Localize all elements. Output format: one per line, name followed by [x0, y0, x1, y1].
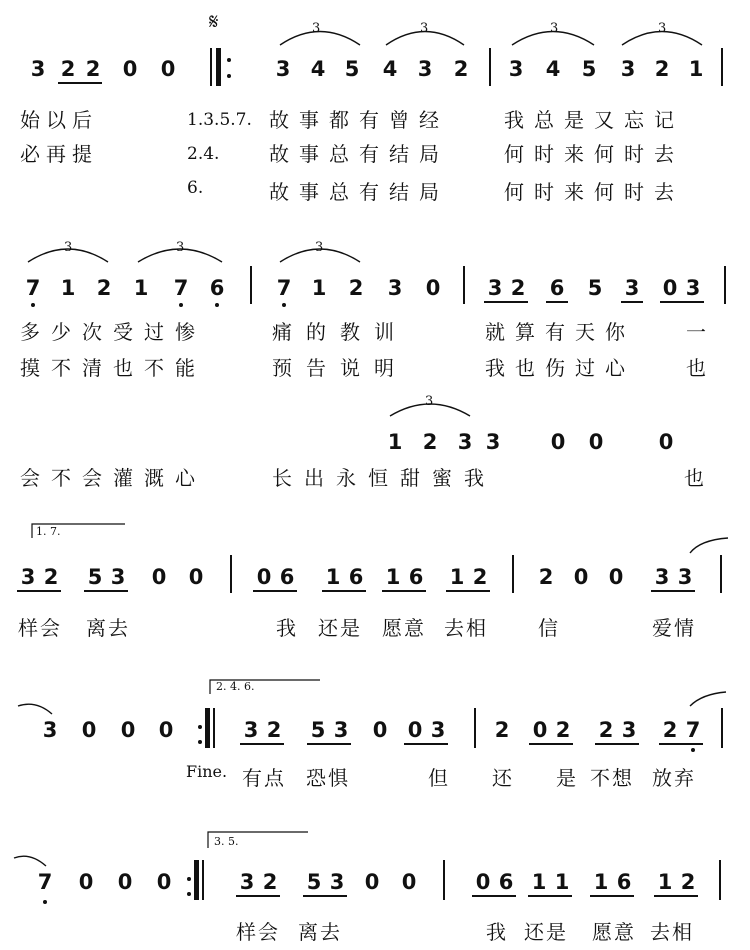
triplet-slur	[390, 404, 470, 416]
triplet-mark: 3	[312, 21, 321, 36]
lyric: 预告说明	[272, 356, 408, 380]
note: 0	[81, 718, 97, 742]
verse-marker: 2.4.	[187, 144, 220, 164]
note: 3	[624, 276, 640, 300]
note: 0	[425, 276, 441, 300]
lyric: 恐惧	[306, 766, 350, 790]
note: 6	[616, 870, 632, 894]
lyric: 会不会灌溉心	[20, 466, 206, 490]
note: 3	[329, 870, 345, 894]
note: 2	[348, 276, 364, 300]
volta-bracket	[208, 832, 308, 848]
note: 7	[276, 276, 292, 300]
lyric: 是	[556, 766, 582, 790]
note: 3	[620, 57, 636, 81]
note: 3	[621, 718, 637, 742]
note: 4	[310, 57, 326, 81]
note: 2	[96, 276, 112, 300]
note: 0	[156, 870, 172, 894]
lyric: 也	[684, 466, 710, 490]
lyric: 我	[486, 920, 512, 944]
triplet-slur	[280, 32, 360, 46]
triplet-mark: 3	[658, 21, 667, 36]
note: 2	[43, 565, 59, 589]
note: 1	[688, 57, 704, 81]
note: 0	[588, 430, 604, 454]
note: 3	[20, 565, 36, 589]
volta-label: 3. 5.	[214, 835, 239, 848]
note: 3	[487, 276, 503, 300]
triplet-slur	[138, 249, 222, 262]
note: 5	[306, 870, 322, 894]
note: 2	[472, 565, 488, 589]
lyric: 多少次受过惨	[20, 320, 206, 344]
lyric: 故事都有曾经	[269, 108, 449, 132]
note: 0	[117, 870, 133, 894]
note: 3	[508, 57, 524, 81]
note: 2	[654, 57, 670, 81]
note: 1	[554, 870, 570, 894]
note: 2	[453, 57, 469, 81]
lyric: 还是	[318, 616, 362, 640]
note: 5	[310, 718, 326, 742]
note: 6	[498, 870, 514, 894]
lyric: 离去	[298, 920, 342, 944]
note: 0	[662, 276, 678, 300]
note: 1	[133, 276, 149, 300]
lyric: 始以后	[20, 108, 98, 132]
note: 6	[408, 565, 424, 589]
lyric: 也	[686, 356, 712, 380]
lyric: 去相	[650, 920, 694, 944]
triplet-slur	[280, 249, 360, 262]
note: 2	[494, 718, 510, 742]
note: 2	[662, 718, 678, 742]
triplet-mark: 3	[420, 21, 429, 36]
lyric: 何时来何时去	[504, 142, 684, 166]
lyric: 放弃	[652, 766, 696, 790]
note: 0	[372, 718, 388, 742]
volta-label: 1. 7.	[36, 525, 61, 538]
note: 0	[658, 430, 674, 454]
note: 3	[430, 718, 446, 742]
note: 4	[382, 57, 398, 81]
triplet-slur	[386, 32, 464, 46]
note: 0	[475, 870, 491, 894]
note: 7	[25, 276, 41, 300]
note: 1	[311, 276, 327, 300]
tie	[690, 692, 726, 706]
lyric: 不想	[590, 766, 634, 790]
lyric: 有点	[242, 766, 286, 790]
note: 3	[457, 430, 473, 454]
note: 1	[387, 430, 403, 454]
triplet-mark: 3	[315, 240, 324, 255]
note: 1	[531, 870, 547, 894]
lyric: 痛的教训	[272, 320, 408, 344]
note: 0	[78, 870, 94, 894]
note: 3	[485, 430, 501, 454]
verse-marker: 1.3.5.7.	[187, 110, 252, 130]
triplet-slur	[512, 32, 594, 46]
note: 1	[325, 565, 341, 589]
lyric: 必再提	[20, 142, 98, 166]
note: 2	[262, 870, 278, 894]
note: 1	[657, 870, 673, 894]
note: 0	[364, 870, 380, 894]
note: 0	[407, 718, 423, 742]
lyric: 一	[686, 320, 712, 344]
note: 3	[243, 718, 259, 742]
triplet-slur	[622, 32, 702, 46]
lyric: 就算有天你	[485, 320, 635, 344]
note: 5	[87, 565, 103, 589]
note: 1	[385, 565, 401, 589]
note: 7	[685, 718, 701, 742]
note: 0	[532, 718, 548, 742]
volta-bracket	[32, 524, 125, 538]
triplet-slur	[28, 249, 108, 262]
note: 2	[60, 57, 76, 81]
note: 1	[593, 870, 609, 894]
note: 0	[122, 57, 138, 81]
note: 0	[608, 565, 624, 589]
note: 6	[348, 565, 364, 589]
note: 6	[549, 276, 565, 300]
lyric: 信	[538, 616, 564, 640]
fine-mark: Fine.	[186, 762, 228, 781]
lyric: 样会	[236, 920, 280, 944]
triplet-mark: 3	[425, 394, 434, 409]
note: 0	[158, 718, 174, 742]
note: 3	[239, 870, 255, 894]
note: 3	[42, 718, 58, 742]
note: 5	[587, 276, 603, 300]
tie	[14, 856, 46, 866]
note: 5	[344, 57, 360, 81]
lyric: 长出永恒甜蜜我	[272, 466, 496, 490]
note: 2	[85, 57, 101, 81]
note: 0	[160, 57, 176, 81]
note: 0	[151, 565, 167, 589]
lyric: 愿意	[592, 920, 636, 944]
lyric: 去相	[444, 616, 488, 640]
note: 6	[279, 565, 295, 589]
note: 0	[120, 718, 136, 742]
segno-sign: 𝄋	[209, 10, 219, 35]
note: 2	[555, 718, 571, 742]
lyric: 故事总有结局	[269, 180, 449, 204]
volta-label: 2. 4. 6.	[216, 680, 255, 693]
note: 1	[60, 276, 76, 300]
note: 0	[401, 870, 417, 894]
note: 2	[422, 430, 438, 454]
note: 0	[188, 565, 204, 589]
tie	[18, 704, 52, 714]
note: 4	[545, 57, 561, 81]
note: 0	[550, 430, 566, 454]
lyric: 摸不清也不能	[20, 356, 206, 380]
lyric: 爱情	[652, 616, 696, 640]
note: 0	[573, 565, 589, 589]
note: 1	[449, 565, 465, 589]
lyric: 还	[492, 766, 518, 790]
note: 2	[266, 718, 282, 742]
lyric: 我也伤过心	[485, 356, 635, 380]
note: 3	[275, 57, 291, 81]
note: 0	[256, 565, 272, 589]
note: 3	[30, 57, 46, 81]
lyric: 样会	[18, 616, 62, 640]
note: 3	[417, 57, 433, 81]
lyric: 愿意	[382, 616, 426, 640]
note: 7	[37, 870, 53, 894]
tie	[690, 538, 728, 553]
note: 5	[581, 57, 597, 81]
note: 3	[333, 718, 349, 742]
lyric: 故事总有结局	[269, 142, 449, 166]
note: 3	[654, 565, 670, 589]
lyric: 但	[428, 766, 454, 790]
note: 3	[677, 565, 693, 589]
note: 6	[209, 276, 225, 300]
note: 3	[685, 276, 701, 300]
lyric: 还是	[524, 920, 568, 944]
volta-bracket	[210, 680, 320, 694]
triplet-mark: 3	[550, 21, 559, 36]
triplet-mark: 3	[176, 240, 185, 255]
note: 3	[110, 565, 126, 589]
lyric: 我总是又忘记	[504, 108, 684, 132]
note: 2	[598, 718, 614, 742]
note: 2	[680, 870, 696, 894]
lyric: 离去	[86, 616, 130, 640]
lyric: 何时来何时去	[504, 180, 684, 204]
lyric: 我	[276, 616, 302, 640]
note: 2	[510, 276, 526, 300]
note: 2	[538, 565, 554, 589]
note: 3	[387, 276, 403, 300]
verse-marker: 6.	[187, 178, 204, 198]
triplet-mark: 3	[64, 240, 73, 255]
note: 7	[173, 276, 189, 300]
